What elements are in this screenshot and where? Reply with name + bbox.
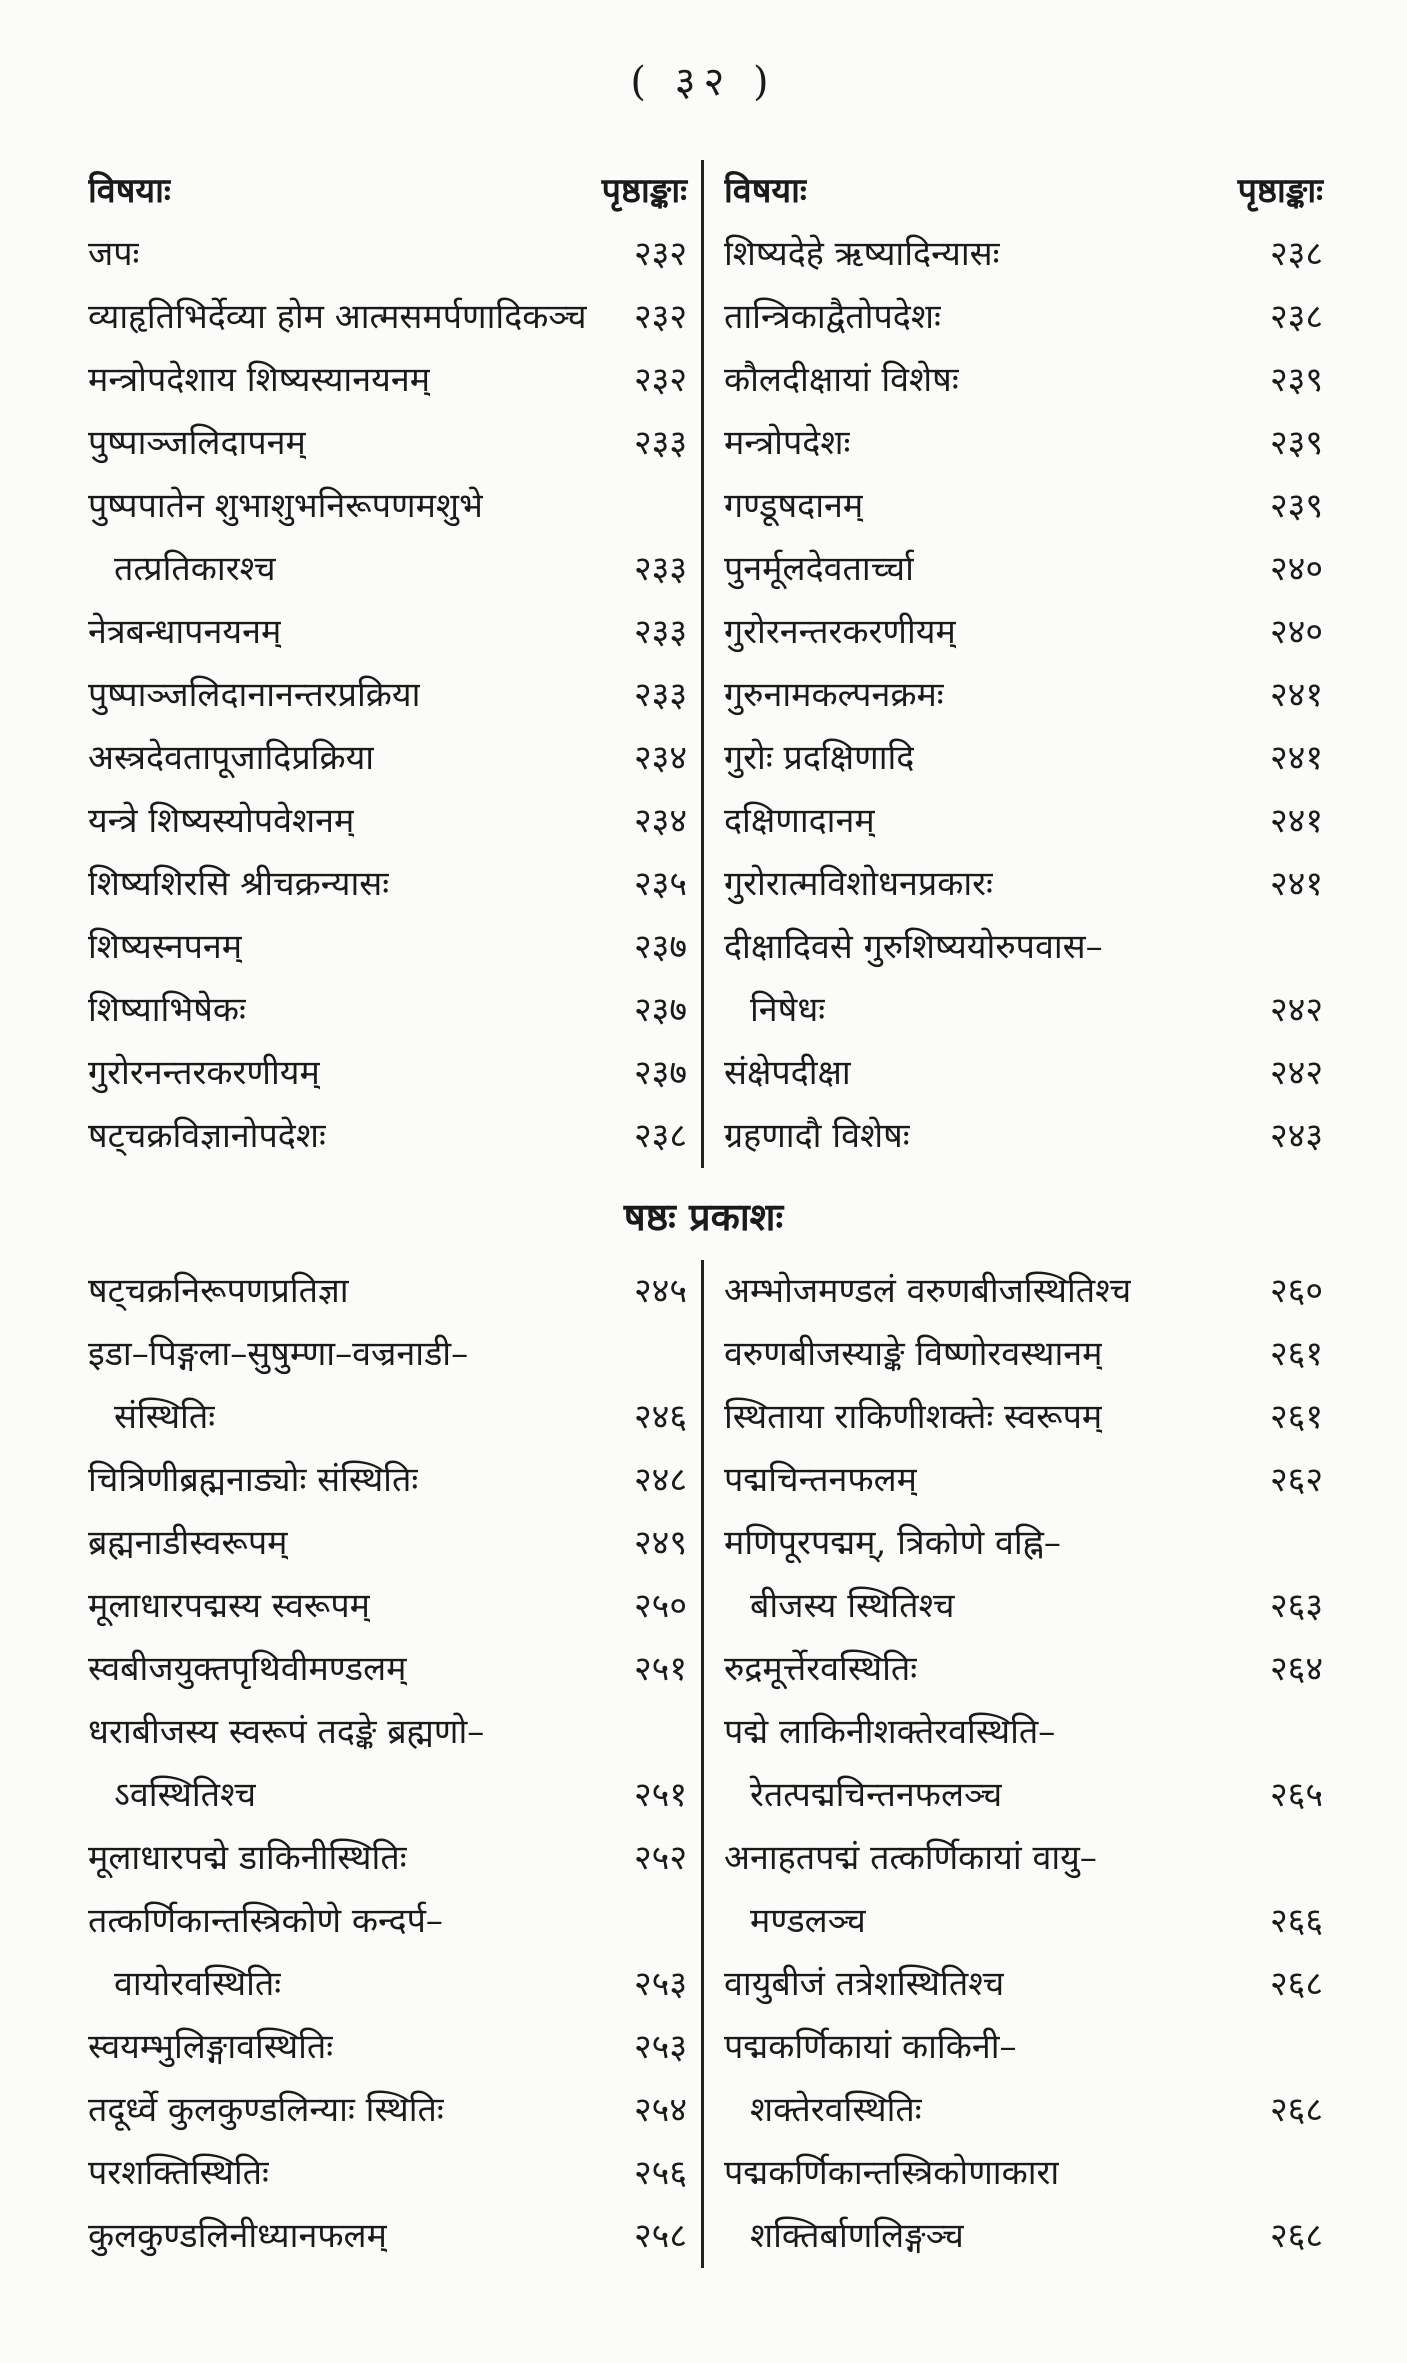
entry-title: स्वयम्भुलिङ्गावस्थितिः [88,2027,334,2067]
toc-entry [724,1764,1323,1827]
entry-page-number: २५६ [633,2153,687,2193]
entry-page-number: २४१ [1269,738,1323,778]
entry-page-number: २६५ [1269,1775,1323,1815]
entry-title: ऽवस्थितिश्च [114,1775,257,1815]
subject-header: विषयाः [724,171,807,211]
column-header [724,160,1323,223]
toc-entry [88,2142,687,2205]
page-header: पृष्ठाङ्काः [601,171,687,211]
entry-title: नेत्रबन्धापनयनम् [88,612,282,652]
toc-entry [724,853,1323,916]
entry-page-number: २४१ [1269,675,1323,715]
toc-entry [88,979,687,1042]
entry-page-number: २५१ [633,1649,687,1689]
toc-entry [88,853,687,916]
toc-entry [88,1827,687,1890]
page-number: ( ३२ ) [630,59,777,105]
entry-page-number: २३७ [633,927,687,967]
toc-entry [724,475,1323,538]
entry-title: मन्त्रोपदेशः [724,423,851,463]
entry-title: चित्रिणीब्रह्मनाड्योः संस्थितिः [88,1460,419,1500]
entry-title: यन्त्रे शिष्यस्योपवेशनम् [88,801,355,841]
entry-page-number: २४० [1269,612,1323,652]
entry-title: दक्षिणादानम् [724,801,875,841]
entry-title: कुलकुण्डलिनीध्यानफलम् [88,2216,387,2256]
toc-entry [88,1105,687,1168]
toc-entry [724,1953,1323,2016]
entry-title: इडा–पिङ्गला–सुषुम्णा–वज्रनाडी– [88,1334,469,1374]
entry-title: अम्भोजमण्डलं वरुणबीजस्थितिश्च [724,1271,1132,1311]
toc-entry [88,1764,687,1827]
toc-entry [88,1575,687,1638]
toc-entry [724,979,1323,1042]
entry-title: निषेधः [750,990,826,1030]
entry-page-number: २४६ [633,1397,687,1437]
entry-page-number: २३८ [1269,234,1323,274]
entry-title: मूलाधारपद्मे डाकिनीस्थितिः [88,1838,407,1878]
toc-entry [88,2079,687,2142]
entry-page-number: २३२ [633,297,687,337]
entry-title: गुरोरनन्तरकरणीयम् [88,1053,320,1093]
entry-title: बीजस्य स्थितिश्च [750,1586,955,1626]
entry-page-number: २३७ [633,990,687,1030]
toc-entry [724,916,1323,979]
toc-entry [724,349,1323,412]
toc-entry [88,1512,687,1575]
toc-entry [724,1105,1323,1168]
entry-page-number: २४५ [633,1271,687,1311]
entry-title: कौलदीक्षायां विशेषः [724,360,959,400]
toc-entry [724,1827,1323,1890]
toc-entry [724,1449,1323,1512]
entry-page-number: २४२ [1269,990,1323,1030]
entry-page-number: २३३ [633,423,687,463]
entry-page-number: २६६ [1269,1901,1323,1941]
left-column [88,160,687,1168]
toc-entry [88,916,687,979]
toc-entry [724,1575,1323,1638]
toc-entry [88,664,687,727]
entry-page-number: २६४ [1269,1649,1323,1689]
entry-title: शिष्याभिषेकः [88,990,246,1030]
entry-title: मण्डलञ्च [750,1901,866,1941]
entry-title: मन्त्रोपदेशाय शिष्यस्यानयनम् [88,360,431,400]
entry-title: रेतत्पद्मचिन्तनफलञ्च [750,1775,1003,1815]
entry-page-number: २६८ [1269,1964,1323,2004]
entry-page-number: २६० [1269,1271,1323,1311]
entry-title: अनाहतपद्मं तत्कर्णिकायां वायु– [724,1838,1097,1878]
column-divider [701,1260,704,2268]
entry-title: पद्मे लाकिनीशक्तेरवस्थिति– [724,1712,1056,1752]
toc-entry [88,412,687,475]
entry-page-number: २३९ [1269,486,1323,526]
entry-title: गुरोः प्रदक्षिणादि [724,738,915,778]
entry-page-number: २३२ [633,360,687,400]
entry-title: पुनर्मूलदेवतार्च्चा [724,549,914,589]
entry-title: तान्त्रिकाद्वैतोपदेशः [724,297,941,337]
toc-entry [88,1323,687,1386]
column-header [88,160,687,223]
contents-section-2 [88,1260,1323,2268]
toc-entry [88,538,687,601]
entry-title: मणिपूरपद्मम्, त्रिकोणे वह्नि– [724,1523,1061,1563]
entry-list [724,1260,1323,2268]
toc-entry [88,286,687,349]
entry-page-number: २५२ [633,1838,687,1878]
toc-entry [88,1638,687,1701]
entry-title: तत्कर्णिकान्तस्त्रिकोणे कन्दर्प– [88,1901,443,1941]
toc-entry [88,1260,687,1323]
toc-entry [724,286,1323,349]
section-title: षष्ठः प्रकाशः [623,1195,784,1239]
toc-entry [724,1042,1323,1105]
toc-entry [724,412,1323,475]
entry-title: षट्चक्रविज्ञानोपदेशः [88,1116,326,1156]
toc-entry [88,2016,687,2079]
toc-entry [88,223,687,286]
toc-entry [724,727,1323,790]
entry-title: व्याहृतिभिर्देव्या होम आत्मसमर्पणादिकञ्च [88,297,587,337]
entry-title: शिष्यशिरसि श्रीचक्रन्यासः [88,864,390,904]
entry-title: जपः [88,234,140,274]
toc-entry [724,2016,1323,2079]
right-column [724,160,1323,1168]
page-header: पृष्ठाङ्काः [1237,171,1323,211]
toc-entry [88,1449,687,1512]
entry-page-number: २४१ [1269,864,1323,904]
entry-title: ब्रह्मनाडीस्वरूपम् [88,1523,288,1563]
toc-entry [88,2205,687,2268]
contents-section-1 [88,160,1323,1168]
entry-page-number: २६८ [1269,2090,1323,2130]
entry-title: गुरुनामकल्पनक्रमः [724,675,944,715]
entry-title: अस्त्रदेवतापूजादिप्रक्रिया [88,738,375,778]
entry-title: दीक्षादिवसे गुरुशिष्ययोरुपवास– [724,927,1103,967]
toc-entry [724,1701,1323,1764]
entry-title: गुरोरनन्तरकरणीयम् [724,612,956,652]
entry-page-number: २५३ [633,2027,687,2067]
entry-page-number: २३४ [633,738,687,778]
toc-entry [724,1323,1323,1386]
entry-page-number: २३८ [633,1116,687,1156]
entry-title: वायुबीजं तत्रेशस्थितिश्च [724,1964,1005,2004]
entry-page-number: २३४ [633,801,687,841]
entry-page-number: २४२ [1269,1053,1323,1093]
toc-entry [724,2205,1323,2268]
entry-page-number: २३९ [1269,423,1323,463]
entry-page-number: २५८ [633,2216,687,2256]
toc-entry [724,601,1323,664]
entry-title: गण्डूषदानम् [724,486,864,526]
entry-page-number: २३३ [633,675,687,715]
entry-list [88,223,687,1168]
toc-entry [724,223,1323,286]
entry-title: मूलाधारपद्मस्य स्वरूपम् [88,1586,370,1626]
entry-page-number: २३३ [633,549,687,589]
toc-entry [724,790,1323,853]
entry-page-number: २४१ [1269,801,1323,841]
entry-title: षट्चक्रनिरूपणप्रतिज्ञा [88,1271,349,1311]
toc-entry [724,538,1323,601]
entry-page-number: २६१ [1269,1397,1323,1437]
entry-title: वरुणबीजस्याङ्के विष्णोरवस्थानम् [724,1334,1103,1374]
toc-entry [88,1386,687,1449]
right-column [724,1260,1323,2268]
toc-entry [724,1260,1323,1323]
entry-title: वायोरवस्थितिः [114,1964,282,2004]
entry-title: पुष्पपातेन शुभाशुभनिरूपणमशुभे [88,486,483,526]
toc-entry [88,475,687,538]
toc-entry [724,2142,1323,2205]
entry-page-number: २६८ [1269,2216,1323,2256]
entry-title: पुष्पाञ्जलिदानानन्तरप्रक्रिया [88,675,421,715]
entry-title: शिष्यस्नपनम् [88,927,243,967]
entry-title: संक्षेपदीक्षा [724,1053,851,1093]
entry-page-number: २५१ [633,1775,687,1815]
entry-page-number: २४८ [633,1460,687,1500]
left-column [88,1260,687,2268]
entry-page-number: २३८ [1269,297,1323,337]
toc-entry [724,664,1323,727]
entry-title: तत्प्रतिकारश्च [114,549,276,589]
entry-title: धराबीजस्य स्वरूपं तदङ्के ब्रह्मणो– [88,1712,485,1752]
toc-entry [88,727,687,790]
entry-title: पद्मकर्णिकायां काकिनी– [724,2027,1017,2067]
entry-title: पद्मचिन्तनफलम् [724,1460,917,1500]
toc-entry [724,1386,1323,1449]
toc-entry [88,1953,687,2016]
entry-page-number: २३९ [1269,360,1323,400]
entry-page-number: २६३ [1269,1586,1323,1626]
toc-entry [88,601,687,664]
entry-page-number: २३७ [633,1053,687,1093]
entry-title: शिष्यदेहे ऋष्यादिन्यासः [724,234,1000,274]
toc-entry [88,1042,687,1105]
toc-entry [724,1512,1323,1575]
entry-title: पद्मकर्णिकान्तस्त्रिकोणाकारा [724,2153,1060,2193]
entry-page-number: २५४ [633,2090,687,2130]
entry-title: गुरोरात्मविशोधनप्रकारः [724,864,993,904]
entry-list [88,1260,687,2268]
entry-page-number: २६१ [1269,1334,1323,1374]
subject-header: विषयाः [88,171,171,211]
toc-entry [88,1890,687,1953]
entry-page-number: २४३ [1269,1116,1323,1156]
toc-entry [724,1890,1323,1953]
entry-page-number: २५० [633,1586,687,1626]
entry-page-number: २४० [1269,549,1323,589]
toc-entry [88,1701,687,1764]
toc-entry [88,790,687,853]
entry-title: शक्तिर्बाणलिङ्गञ्च [750,2216,964,2256]
entry-title: संस्थितिः [114,1397,216,1437]
entry-title: तदूर्ध्वे कुलकुण्डलिन्याः स्थितिः [88,2090,444,2130]
entry-page-number: २४९ [633,1523,687,1563]
entry-title: पुष्पाञ्जलिदापनम् [88,423,306,463]
entry-title: ग्रहणादौ विशेषः [724,1116,910,1156]
entry-title: शक्तेरवस्थितिः [750,2090,922,2130]
entry-page-number: २३५ [633,864,687,904]
entry-list [724,223,1323,1168]
toc-entry [724,1638,1323,1701]
entry-title: स्वबीजयुक्तपृथिवीमण्डलम् [88,1649,407,1689]
entry-page-number: २३३ [633,612,687,652]
entry-title: रुद्रमूर्त्तेरवस्थितिः [724,1649,918,1689]
entry-page-number: २५३ [633,1964,687,2004]
entry-title: स्थिताया राकिणीशक्तेः स्वरूपम् [724,1397,1103,1437]
entry-page-number: २३२ [633,234,687,274]
column-divider [701,160,704,1168]
entry-title: परशक्तिस्थितिः [88,2153,269,2193]
entry-page-number: २६२ [1269,1460,1323,1500]
toc-entry [724,2079,1323,2142]
toc-entry [88,349,687,412]
